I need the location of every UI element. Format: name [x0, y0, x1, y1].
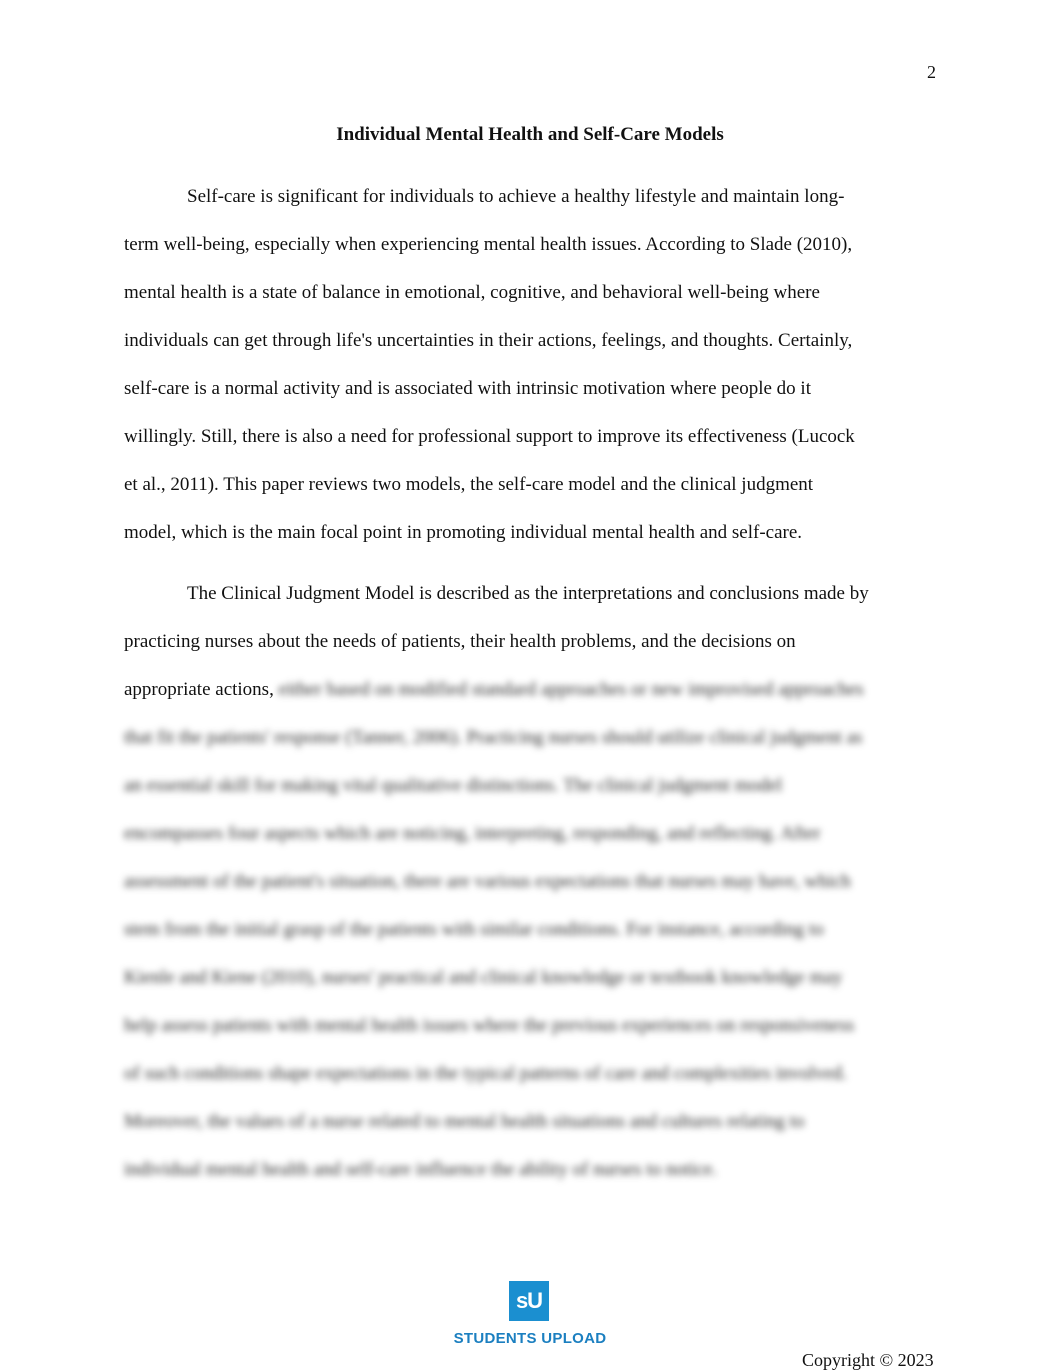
- document-title: Individual Mental Health and Self-Care Models: [336, 124, 724, 145]
- paragraph1-line: term well-being, especially when experiencing mental health issues. According to Slade (2010),: [124, 234, 853, 255]
- paragraph2-partial-line: [124, 678, 864, 702]
- blurred-line: encompasses four aspects which are noticing, interpreting, responding, and reflecting. After: [124, 823, 821, 844]
- paragraph2-line: practicing nurses about the needs of patients, their health problems, and the decisions on: [124, 631, 796, 652]
- paragraph1-line: willingly. Still, there is also a need for professional support to improve its effectiveness (Lucock: [124, 426, 855, 447]
- paragraph1-line: mental health is a state of balance in emotional, cognitive, and behavioral well-being where: [124, 282, 820, 303]
- copyright-text: Copyright © 2023: [802, 1350, 934, 1370]
- brand-name[interactable]: STUDENTS UPLOAD: [453, 1330, 607, 1347]
- blurred-line: Moreover, the values of a nurse related to mental health situations and cultures relating to: [124, 1111, 805, 1132]
- paragraph1-line: model, which is the main focal point in promoting individual mental health and self-care.: [124, 522, 803, 543]
- blurred-text: either based on modified standard approaches or new improvised approaches: [278, 679, 864, 700]
- blurred-line: individual mental health and self-care influence the ability of nurses to notice.: [124, 1159, 718, 1180]
- paragraph1-line: individuals can get through life's uncertainties in their actions, feelings, and thoughts. Certainly,: [124, 330, 853, 351]
- paragraph1-line: et al., 2011). This paper reviews two models, the self-care model and the clinical judgment: [124, 474, 814, 495]
- paragraph2-line: The Clinical Judgment Model is described as the interpretations and conclusions made by: [187, 583, 869, 604]
- page-number: 2: [927, 62, 936, 82]
- blurred-line: Kienle and Kiene (2010), nurses' practical and clinical knowledge or textbook knowledge may: [124, 967, 843, 988]
- blurred-line: stem from the initial grasp of the patients with similar conditions. For instance, according to: [124, 919, 824, 940]
- blurred-line: assessment of the patient's situation, there are various expectations that nurses may have, which: [124, 871, 851, 892]
- blurred-line: of such conditions shape expectations in the typical patterns of care and complexities involved.: [124, 1063, 847, 1084]
- blurred-line: that fit the patients' response (Tanner, 2006). Practicing nurses should utilize clinical judgment as: [124, 727, 863, 748]
- paragraph1-line: self-care is a normal activity and is associated with intrinsic motivation where people do it: [124, 378, 811, 399]
- students-upload-logo-icon[interactable]: sU: [509, 1281, 549, 1321]
- paragraph1-line: Self-care is significant for individuals to achieve a healthy lifestyle and maintain long-: [187, 186, 845, 207]
- blurred-line: an essential skill for making vital qualitative distinctions. The clinical judgment model: [124, 775, 783, 796]
- blurred-line: help assess patients with mental health issues where the previous experiences on responsiveness: [124, 1015, 855, 1036]
- paragraph2-visible-text: appropriate actions,: [124, 679, 274, 700]
